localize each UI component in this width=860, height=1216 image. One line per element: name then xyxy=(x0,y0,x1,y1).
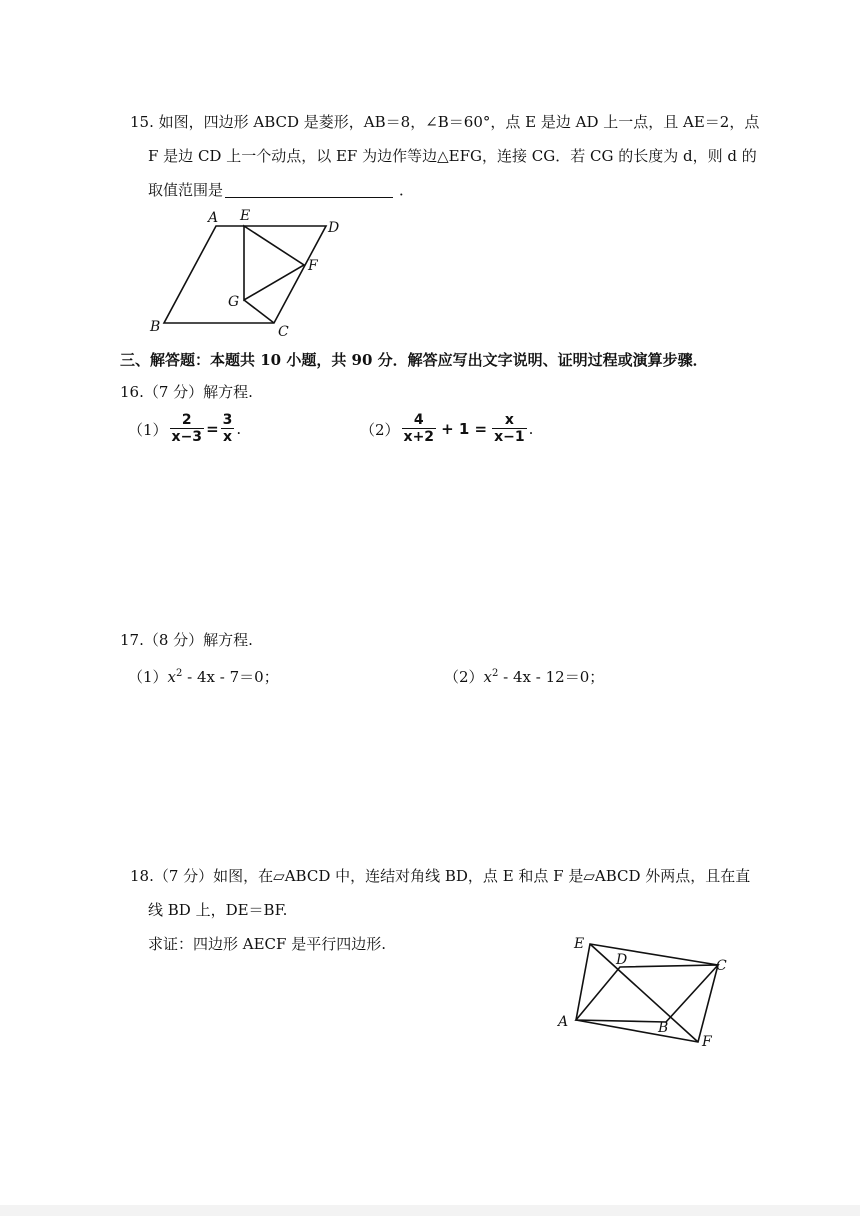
q15-line-3-suffix: ． xyxy=(399,181,415,199)
label-c: C xyxy=(716,958,727,974)
triangle-efg xyxy=(244,226,304,300)
label-d: D xyxy=(328,220,340,236)
section-3-heading: 三、解答题：本题共 10 小题，共 90 分．解答应写出文字说明、证明过程或演算步骤． xyxy=(120,351,708,369)
q17-part-2-label: （2） xyxy=(444,668,484,686)
q17-p2-exp: 2 xyxy=(492,668,499,679)
label-a: A xyxy=(208,210,219,226)
q16-part-1-label: （1） xyxy=(128,420,168,439)
label-e: E xyxy=(240,208,251,224)
q16-p2-right-den: x−1 xyxy=(494,429,525,445)
q16-title: 16.（7 分）解方程. xyxy=(120,383,253,401)
q16-p2-left-fraction xyxy=(402,412,437,446)
q17-title: 17.（8 分）解方程. xyxy=(120,631,253,649)
q17-p1-var: x xyxy=(167,668,177,686)
q15-line-3 xyxy=(148,180,414,200)
q16-p2-end: . xyxy=(528,420,534,438)
label-a: A xyxy=(558,1014,569,1030)
q17-p1-exp: 2 xyxy=(176,668,183,679)
q16-p1-left-num: 2 xyxy=(181,412,192,428)
label-b: B xyxy=(658,1020,669,1036)
label-f: F xyxy=(308,258,318,274)
q16-p1-equals: = xyxy=(206,420,219,438)
q16-p1-right-num: 3 xyxy=(222,412,233,428)
q16-part-2 xyxy=(360,412,533,446)
q16-p1-left-den: x−3 xyxy=(171,429,203,445)
q18-line-1: 18.（7 分）如图，在▱ABCD 中，连结对角线 BD，点 E 和点 F 是▱ABCD 外两点，且在直 xyxy=(130,867,751,885)
q16-p1-right-fraction xyxy=(221,412,235,446)
q17-part-1-label: （1） xyxy=(128,668,168,686)
q17-p2-var: x xyxy=(483,668,493,686)
q16-p1-end: . xyxy=(236,420,242,438)
q16-p2-right-num: x xyxy=(504,412,514,428)
q17-p1-rest: - 4x - 7＝0； xyxy=(182,668,279,686)
q17-p2-rest: - 4x - 12＝0； xyxy=(498,668,605,686)
label-e: E xyxy=(574,936,585,952)
label-d: D xyxy=(616,952,628,968)
label-c: C xyxy=(278,324,289,340)
page-bottom-edge xyxy=(0,1205,860,1216)
q15-line-2: F 是边 CD 上一个动点，以 EF 为边作等边△EFG，连接 CG．若 CG 的长度为 d，则 d 的 xyxy=(148,147,757,165)
q18-line-3: 求证：四边形 AECF 是平行四边形. xyxy=(148,935,386,953)
q15-line-3-prefix: 取值范围是 xyxy=(148,181,224,199)
label-b: B xyxy=(150,319,161,335)
q16-p2-left-den: x+2 xyxy=(403,429,435,445)
q18-line-2: 线 BD 上，DE＝BF. xyxy=(148,901,288,919)
q16-p1-right-den: x xyxy=(223,429,233,445)
label-f: F xyxy=(702,1034,712,1050)
q16-p2-right-fraction xyxy=(492,412,527,446)
q17-part-2 xyxy=(444,664,604,687)
answer-blank xyxy=(225,181,393,198)
label-g: G xyxy=(228,294,240,310)
q16-p2-left-num: 4 xyxy=(413,412,424,428)
q15-line-1: 15. 如图，四边形 ABCD 是菱形，AB＝8，∠B＝60°，点 E 是边 AD 上一点，且 AE＝2，点 xyxy=(130,113,760,131)
parallelogram-abcd xyxy=(576,965,718,1022)
rhombus-abcd xyxy=(164,226,326,323)
segment-cg xyxy=(244,300,274,323)
q16-part-1 xyxy=(128,412,241,446)
rhombus-figure xyxy=(140,200,350,345)
q16-p2-mid: + 1 = xyxy=(441,420,488,438)
q16-part-2-label: （2） xyxy=(360,420,400,439)
parallelogram-figure xyxy=(550,928,740,1056)
quadrilateral-aecf xyxy=(576,944,718,1042)
q17-part-1 xyxy=(128,664,279,687)
q16-p1-left-fraction xyxy=(170,412,205,446)
